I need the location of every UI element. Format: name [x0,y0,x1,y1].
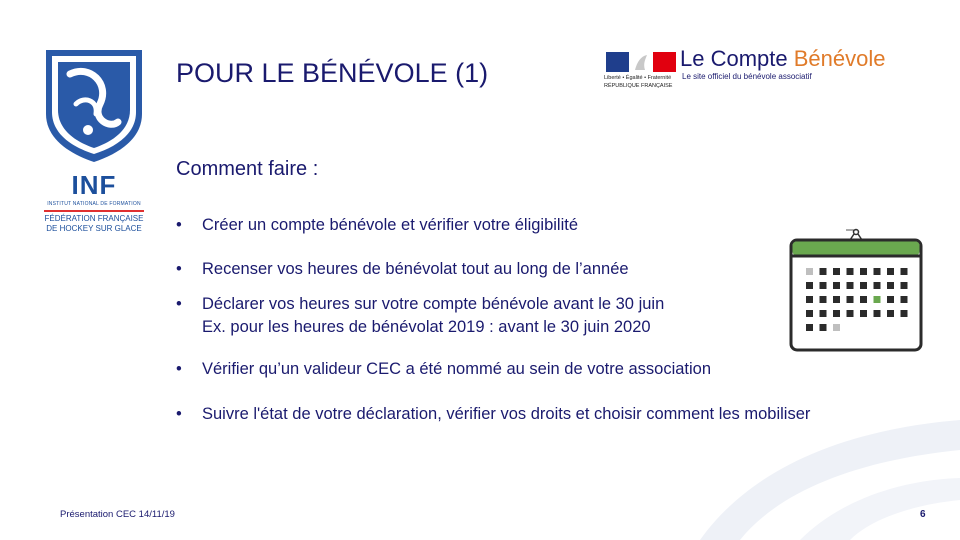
calendar-day [887,296,894,303]
calendar-day [887,282,894,289]
inf-subtitle: INSTITUT NATIONAL DE FORMATION [47,201,141,207]
list-item-text: Vérifier qu’un valideur CEC a été nommé au sein de votre association [202,360,712,378]
tricolor-flag-icon [606,52,676,72]
calendar-day [860,296,867,303]
list-item-text: Suivre l'état de votre déclaration, vérifier vos droits et choisir comment les mobiliser [202,405,811,423]
calendar-day [820,282,827,289]
inf-logo [36,44,152,236]
marianne-icon [631,52,651,72]
calendar-day [860,282,867,289]
calendar-day [901,268,908,275]
calendar-day [833,310,840,317]
list-item-text: Déclarer vos heures sur votre compte bénévole avant le 30 juin [202,295,665,313]
bullet-marker: • [176,295,182,313]
calendar-day [887,310,894,317]
footer-text: Présentation CEC 14/11/19 [60,509,175,520]
calendar-day [901,282,908,289]
calendar-day [806,324,813,331]
slide-title: POUR LE BÉNÉVOLE (1) [176,58,489,88]
bullet-marker: • [176,216,182,234]
compte-benevole-title [680,46,885,72]
calendar-icon [788,226,924,354]
calendar-day [901,310,908,317]
page-number: 6 [920,509,926,520]
calendar-day [820,268,827,275]
federation-name [36,214,152,234]
calendar-day [874,310,881,317]
compte-benevole-tagline: Le site officiel du bénévole associatif [682,72,812,81]
calendar-day [833,268,840,275]
calendar-day [806,268,813,275]
calendar-day [820,324,827,331]
inf-letters: INF [71,170,117,200]
bullet-marker: • [176,405,182,423]
marianne-logo [604,50,676,94]
federation-line-1: FÉDÉRATION FRANÇAISE [44,214,144,223]
rf-motto [604,74,678,90]
calendar-day [847,296,854,303]
calendar-day [806,282,813,289]
compte-benevole-title-part1: Le Compte [680,46,794,71]
rf-line-2: RÉPUBLIQUE FRANÇAISE [604,83,673,89]
calendar-day [833,324,840,331]
calendar-day [874,268,881,275]
calendar-day [860,310,867,317]
calendar-day [874,282,881,289]
compte-benevole-title-part2: Bénévole [793,46,886,71]
calendar-day [847,282,854,289]
calendar-day [806,310,813,317]
calendar-day [833,296,840,303]
list-item-text: Recenser vos heures de bénévolat tout au long de l’année [202,260,629,278]
calendar-day [860,268,867,275]
calendar-day [833,282,840,289]
bullet-marker: • [176,360,182,378]
calendar-day [820,310,827,317]
calendar-day [847,268,854,275]
calendar-day [847,310,854,317]
list-item-text: Créer un compte bénévole et vérifier votre éligibilité [202,216,579,234]
list-item-example: Ex. pour les heures de bénévolat 2019 : avant le 30 juin 2020 [202,318,651,336]
calendar-day [887,268,894,275]
calendar-day [820,296,827,303]
inf-shield-icon [40,44,148,164]
calendar-day [901,296,908,303]
inf-divider [44,210,144,212]
calendar-day [806,296,813,303]
compte-benevole-logo [604,46,884,96]
federation-line-2: DE HOCKEY SUR GLACE [46,224,142,233]
section-heading: Comment faire : [176,158,319,180]
rf-line-1: Liberté • Égalité • Fraternité [604,75,672,81]
bullet-marker: • [176,260,182,278]
calendar-day [874,296,881,303]
